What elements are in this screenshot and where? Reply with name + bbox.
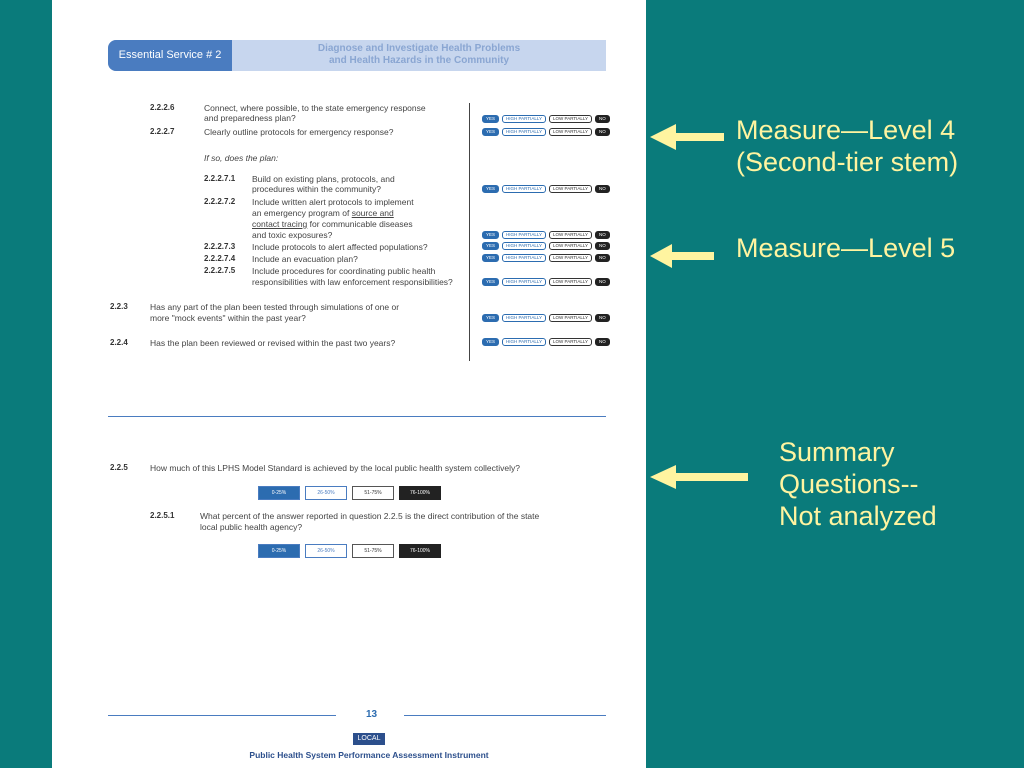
option-high-partially[interactable]: HIGH PARTIALLY	[502, 278, 546, 286]
local-badge: LOCAL	[353, 733, 385, 745]
option-low-partially[interactable]: LOW PARTIALLY	[549, 254, 592, 262]
option-high-partially[interactable]: HIGH PARTIALLY	[502, 128, 546, 136]
item-number: 2.2.2.7	[150, 127, 175, 136]
option-high-partially[interactable]: HIGH PARTIALLY	[502, 254, 546, 262]
percent-option[interactable]: 51-75%	[352, 486, 394, 500]
annotation-level5: Measure—Level 5	[736, 233, 956, 263]
footer-rule-right	[404, 715, 606, 716]
item-text: Include protocols to alert affected populations?	[252, 242, 428, 252]
option-yes[interactable]: YES	[482, 242, 499, 250]
answer-options	[482, 115, 610, 123]
banner-service-title	[232, 43, 606, 69]
summary-question: local public health agency?	[200, 522, 303, 532]
item-text: Has any part of the plan been tested through simulations of one or	[150, 302, 400, 312]
option-low-partially[interactable]: LOW PARTIALLY	[549, 314, 592, 322]
percent-option[interactable]: 76-100%	[399, 544, 441, 558]
item-text	[252, 208, 394, 218]
item-number: 2.2.2.6	[150, 103, 175, 112]
item-number: 2.2.5.1	[150, 511, 175, 520]
footer-rule-left	[108, 715, 336, 716]
annotation-line: Measure—Level 4	[736, 115, 956, 145]
option-no[interactable]: NO	[595, 128, 610, 136]
answer-options	[482, 242, 610, 250]
answer-options	[482, 338, 610, 346]
item-text: Clearly outline protocols for emergency response?	[204, 127, 394, 137]
item-number: 2.2.2.7.4	[204, 254, 236, 263]
option-no[interactable]: NO	[595, 314, 610, 322]
annotation-level4	[736, 114, 958, 178]
item-text: and toxic exposures?	[252, 230, 333, 240]
option-no[interactable]: NO	[595, 231, 610, 239]
option-no[interactable]: NO	[595, 278, 610, 286]
answer-options	[482, 314, 610, 322]
option-high-partially[interactable]: HIGH PARTIALLY	[502, 338, 546, 346]
annotation-line: (Second-tier stem)	[736, 147, 959, 177]
percent-option[interactable]: 26-50%	[305, 544, 347, 558]
option-yes[interactable]: YES	[482, 128, 499, 136]
option-low-partially[interactable]: LOW PARTIALLY	[549, 185, 592, 193]
option-high-partially[interactable]: HIGH PARTIALLY	[502, 115, 546, 123]
item-number: 2.2.2.7.5	[204, 266, 236, 275]
section-divider	[108, 416, 606, 417]
arrow-left-icon	[648, 241, 716, 271]
option-low-partially[interactable]: LOW PARTIALLY	[549, 128, 592, 136]
option-high-partially[interactable]: HIGH PARTIALLY	[502, 231, 546, 239]
option-low-partially[interactable]: LOW PARTIALLY	[549, 338, 592, 346]
option-no[interactable]: NO	[595, 115, 610, 123]
annotation-line: Not analyzed	[779, 501, 937, 531]
option-low-partially[interactable]: LOW PARTIALLY	[549, 115, 592, 123]
answer-options	[482, 231, 610, 239]
option-no[interactable]: NO	[595, 338, 610, 346]
banner-service-label: Essential Service # 2	[108, 40, 232, 71]
arrow-left-icon	[648, 120, 726, 154]
option-no[interactable]: NO	[595, 254, 610, 262]
annotation-line: Summary	[779, 437, 895, 467]
option-yes[interactable]: YES	[482, 231, 499, 239]
if-so-stem: If so, does the plan:	[204, 153, 279, 163]
percent-options	[258, 544, 441, 556]
banner-title-line2: and Health Hazards in the Community	[328, 55, 510, 66]
percent-options	[258, 486, 441, 498]
item-text-part: for communicable diseases	[307, 219, 413, 229]
item-text: Include an evacuation plan?	[252, 254, 358, 264]
option-yes[interactable]: YES	[482, 115, 499, 123]
item-number: 2.2.2.7.1	[204, 174, 236, 183]
annotation-summary	[779, 436, 937, 532]
option-yes[interactable]: YES	[482, 278, 499, 286]
answer-options	[482, 278, 610, 286]
option-low-partially[interactable]: LOW PARTIALLY	[549, 242, 592, 250]
percent-option[interactable]: 0-25%	[258, 486, 300, 500]
answer-options	[482, 128, 610, 136]
essential-service-banner	[108, 40, 606, 71]
summary-question: What percent of the answer reported in question 2.2.5 is the direct contribution of the state	[200, 511, 540, 521]
item-text: Include written alert protocols to implement	[252, 197, 414, 207]
option-yes[interactable]: YES	[482, 338, 499, 346]
answer-options	[482, 254, 610, 262]
option-yes[interactable]: YES	[482, 254, 499, 262]
page-number: 13	[366, 709, 378, 720]
banner-title-line1: Diagnose and Investigate Health Problems	[317, 43, 521, 54]
item-text-underlined: contact tracing	[252, 219, 308, 229]
item-text: Connect, where possible, to the state emergency response	[204, 103, 426, 113]
option-yes[interactable]: YES	[482, 314, 499, 322]
answer-options	[482, 185, 610, 193]
option-high-partially[interactable]: HIGH PARTIALLY	[502, 314, 546, 322]
item-number: 2.2.2.7.2	[204, 197, 236, 206]
percent-option[interactable]: 76-100%	[399, 486, 441, 500]
arrow-left-icon	[648, 461, 750, 493]
percent-option[interactable]: 0-25%	[258, 544, 300, 558]
percent-option[interactable]: 51-75%	[352, 544, 394, 558]
item-text: procedures within the community?	[252, 184, 381, 194]
item-text: responsibilities with law enforcement responsibilities?	[252, 277, 453, 287]
item-text: Build on existing plans, protocols, and	[252, 174, 395, 184]
option-yes[interactable]: YES	[482, 185, 499, 193]
answer-column-divider	[469, 103, 470, 361]
option-no[interactable]: NO	[595, 185, 610, 193]
item-number: 2.2.3	[110, 302, 128, 311]
summary-question: How much of this LPHS Model Standard is achieved by the local public health system collectively?	[150, 463, 520, 473]
annotation-line: Questions--	[779, 469, 919, 499]
item-text: Has the plan been reviewed or revised within the past two years?	[150, 338, 396, 348]
option-low-partially[interactable]: LOW PARTIALLY	[549, 231, 592, 239]
item-text	[252, 219, 413, 229]
item-text-part: an emergency program of	[252, 208, 352, 218]
option-no[interactable]: NO	[595, 242, 610, 250]
option-high-partially[interactable]: HIGH PARTIALLY	[502, 242, 546, 250]
item-text: more "mock events" within the past year?	[150, 313, 306, 323]
percent-option[interactable]: 26-50%	[305, 486, 347, 500]
item-number: 2.2.2.7.3	[204, 242, 236, 251]
item-number: 2.2.4	[110, 338, 128, 347]
option-high-partially[interactable]: HIGH PARTIALLY	[502, 185, 546, 193]
item-number: 2.2.5	[110, 463, 128, 472]
option-low-partially[interactable]: LOW PARTIALLY	[549, 278, 592, 286]
item-text: and preparedness plan?	[204, 113, 296, 123]
item-text-underlined: source and	[351, 208, 394, 218]
footer-title: Public Health System Performance Assessment Instrument	[249, 750, 489, 760]
document-page	[52, 0, 646, 768]
item-text: Include procedures for coordinating public health	[252, 266, 436, 276]
